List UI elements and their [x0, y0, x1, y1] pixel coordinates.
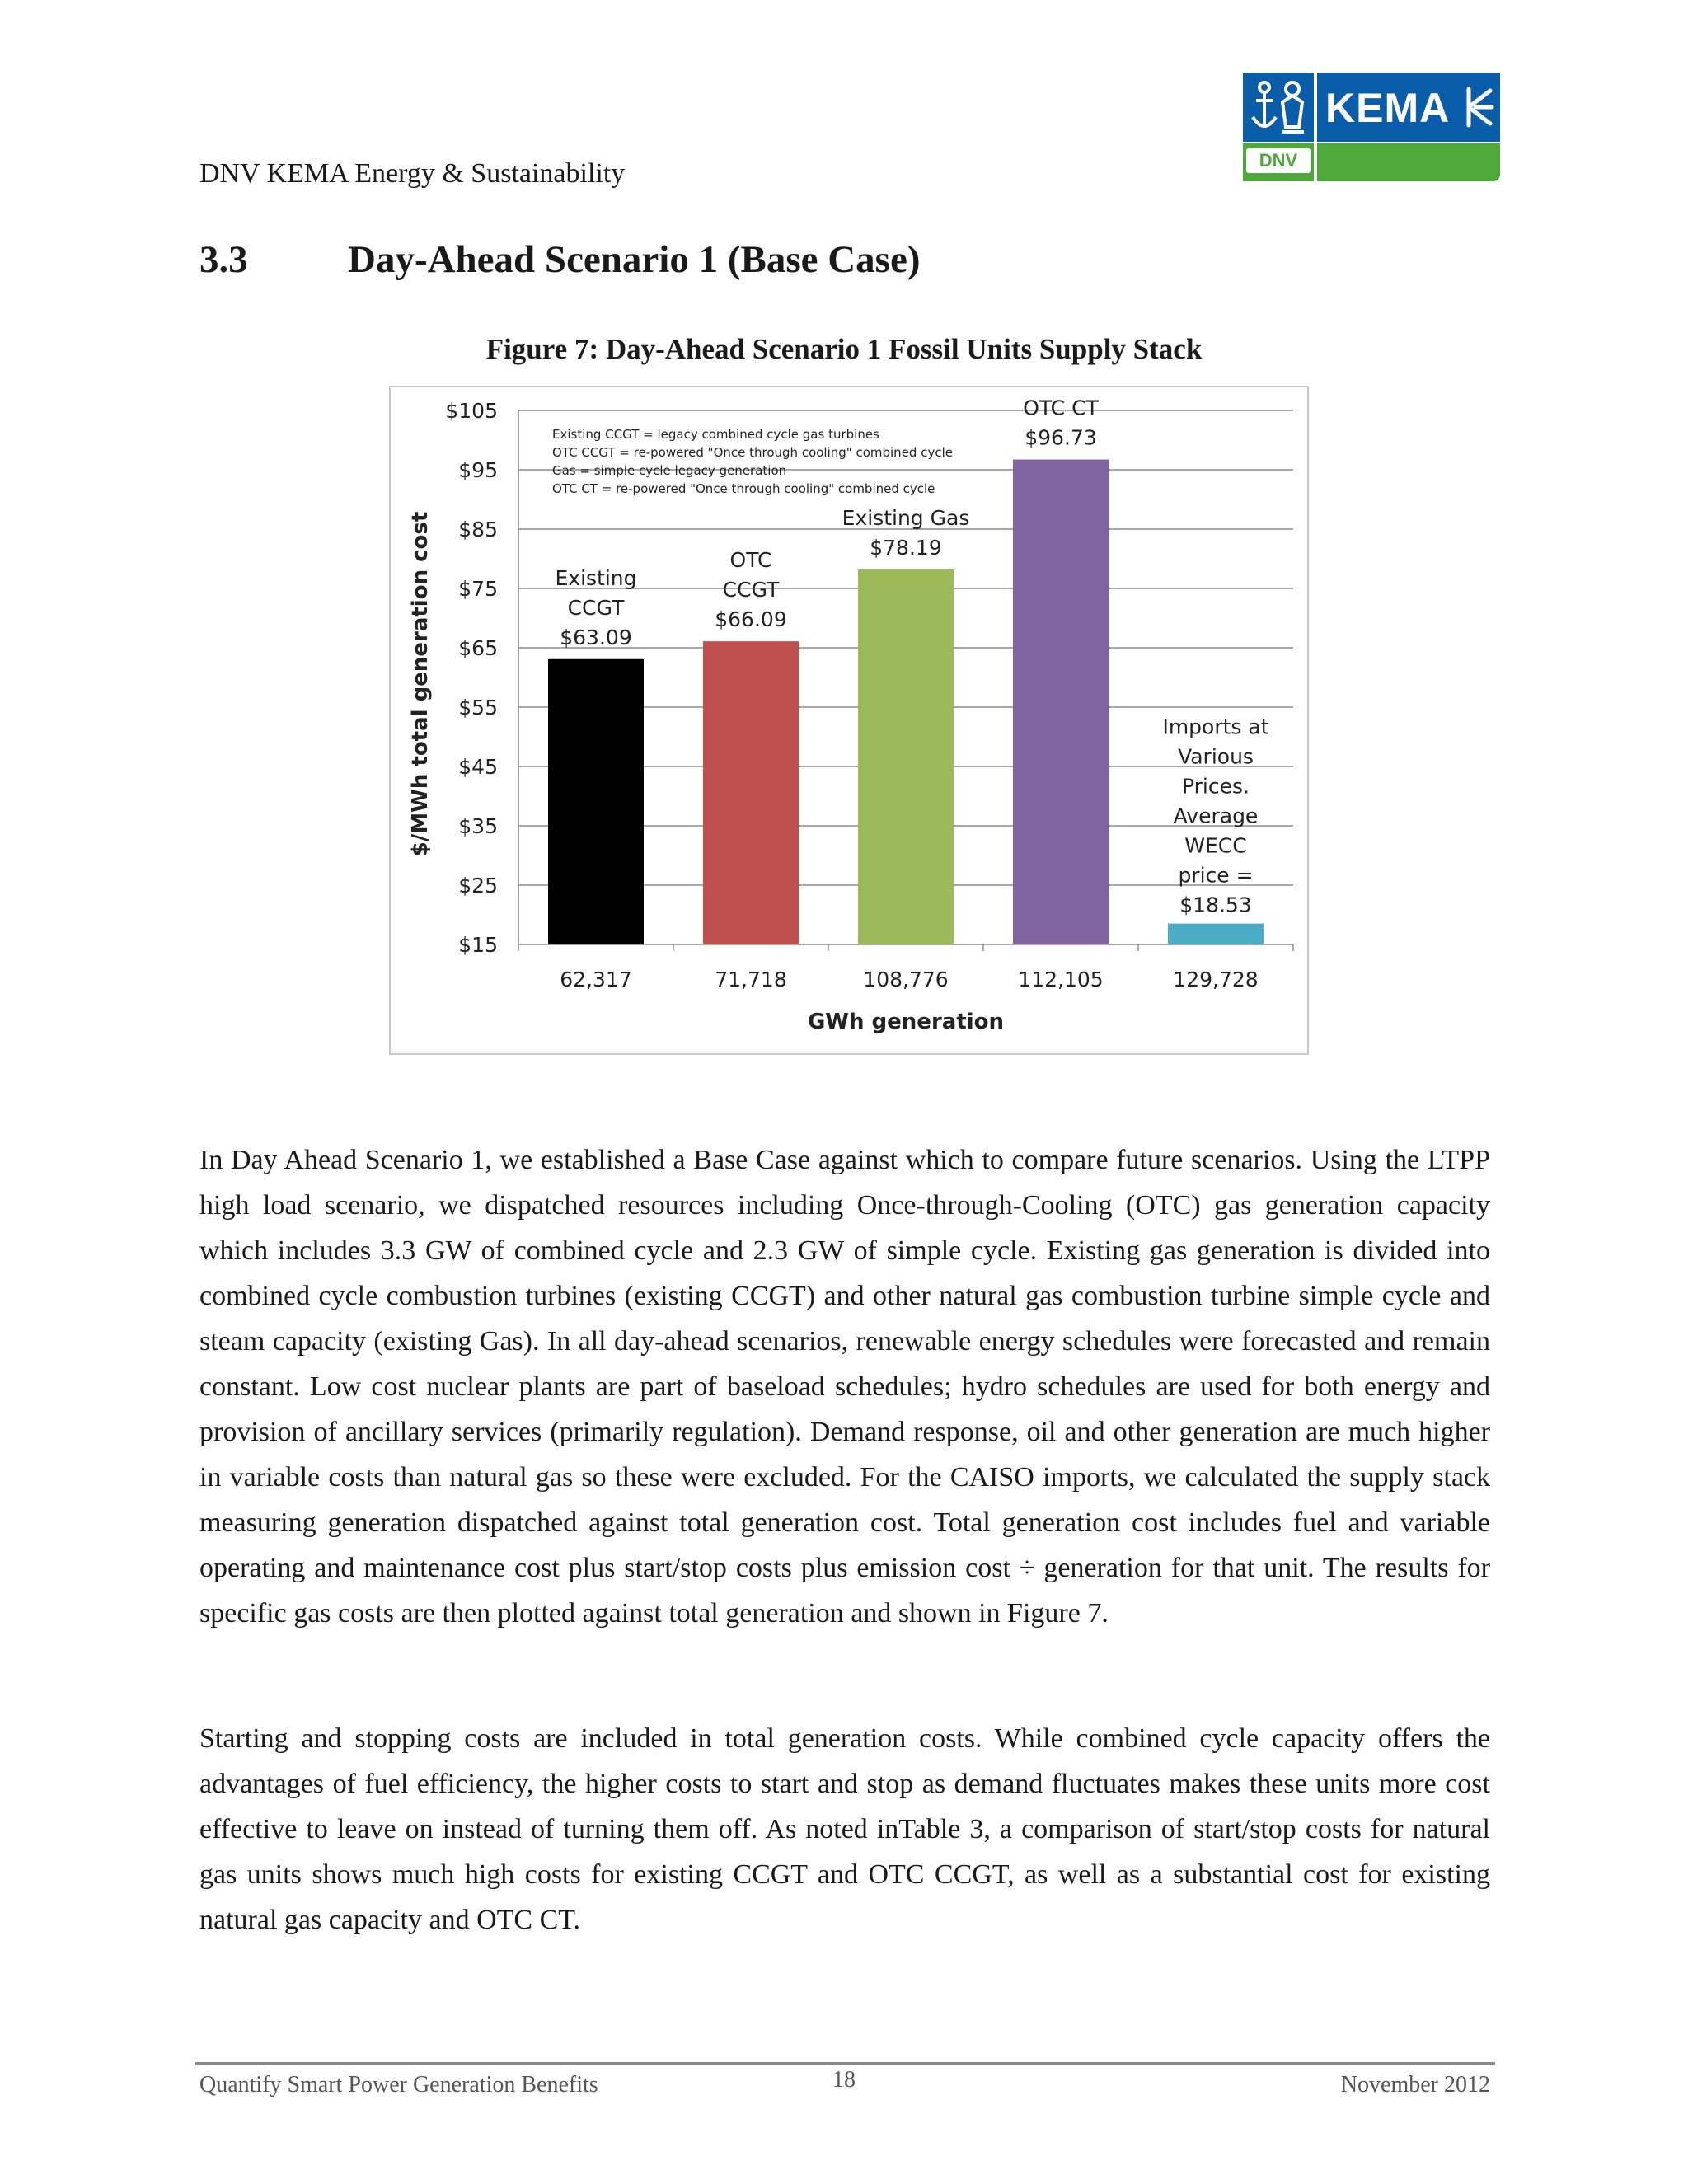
anchor-lion-emblem-icon: [1250, 77, 1309, 138]
bar-data-label: CCGT: [722, 578, 780, 602]
logo-brand-text: KEMA: [1325, 85, 1451, 131]
bar-data-label: Prices.: [1182, 774, 1250, 799]
footer-report-title: Quantify Smart Power Generation Benefits: [199, 2072, 598, 2097]
y-tick-label: $15: [458, 933, 498, 957]
y-tick-label: $75: [458, 577, 498, 601]
y-tick-label: $25: [458, 874, 498, 898]
footer-page-number: 18: [832, 2067, 856, 2093]
legend-note: Gas = simple cycle legacy generation: [552, 463, 787, 478]
y-tick-label: $105: [445, 399, 498, 423]
bar-3: [858, 569, 954, 944]
bar-data-label: $78.19: [870, 536, 942, 560]
legend-note: Existing CCGT = legacy combined cycle gas turbines: [552, 427, 879, 442]
y-tick-label: $85: [458, 518, 498, 541]
company-logo: [1243, 73, 1500, 181]
supply-stack-chart: [389, 386, 1309, 1055]
bar-data-label: OTC: [729, 548, 772, 573]
bar-2: [703, 641, 799, 944]
bar-data-label: price =: [1178, 863, 1254, 888]
x-tick-label: 62,317: [560, 968, 632, 991]
y-tick-label: $35: [458, 814, 498, 838]
bar-1: [548, 659, 644, 944]
legend-note: OTC CT = re-powered "Once through cooling" combined cycle: [552, 481, 935, 496]
bar-data-label: Imports at: [1162, 715, 1269, 739]
legend-note: OTC CCGT = re-powered "Once through cooling" combined cycle: [552, 445, 953, 460]
y-axis-title: $/MWh total generation cost: [408, 511, 433, 857]
y-tick-label: $95: [458, 458, 498, 482]
kema-mark-icon: [1459, 86, 1495, 129]
x-tick-label: 71,718: [715, 968, 787, 991]
figure-caption: Figure 7: Day-Ahead Scenario 1 Fossil Units Supply Stack: [485, 333, 1203, 365]
section-number: 3.3: [199, 238, 248, 281]
footer-date: November 2012: [1340, 2072, 1490, 2097]
bar-data-label: Average: [1173, 804, 1259, 828]
chart-canvas: [391, 387, 1307, 1053]
bar-data-label: $66.09: [715, 607, 787, 632]
bar-data-label: $63.09: [560, 625, 632, 649]
x-tick-label: 108,776: [863, 968, 949, 991]
bar-data-label: $96.73: [1025, 425, 1097, 450]
bar-data-label: $18.53: [1179, 893, 1252, 917]
bar-data-label: Existing Gas: [842, 506, 970, 531]
bar-data-label: WECC: [1184, 833, 1247, 858]
y-tick-label: $55: [458, 696, 498, 719]
bar-data-label: CCGT: [567, 595, 625, 620]
bar-data-label: Various: [1178, 744, 1254, 769]
bar-4: [1013, 460, 1109, 944]
bar-data-label: Existing: [555, 565, 637, 590]
body-paragraph-1: In Day Ahead Scenario 1, we established a Base Case against which to compare future scenarios. Using the LTPP high load scenario, we dispatched resources including Once-through-Cooling (OTC) gas generation capacity which includes 3.3 GW of combined cycle and 2.3 GW of simple cycle. Existing gas generation is divided into combined cycle combustion turbines (existing CCGT) and other natural gas combustion turbine simple cycle and steam capacity (existing Gas). In all day-ahead scenarios, renewable energy schedules were forecasted and remain constant. Low cost nuclear plants are part of baseload schedules; hydro schedules are used for both energy and provision of ancillary services (primarily regulation). Demand response, oil and other generation are much higher in variable costs than natural gas so these were excluded. For the CAISO imports, we calculated the supply stack measuring generation dispatched against total generation cost. Total generation cost includes fuel and variable operating and maintenance cost plus start/stop costs plus emission cost ÷ generation for that unit. The results for specific gas costs are then plotted against total generation and shown in Figure 7.: [199, 1145, 1490, 1629]
bar-5: [1168, 924, 1264, 944]
x-tick-label: 129,728: [1173, 968, 1259, 991]
x-axis-title: GWh generation: [807, 1010, 1005, 1034]
body-paragraph-2: Starting and stopping costs are included in total generation costs. While combined cycle capacity offers the advantages of fuel efficiency, the higher costs to start and stop as demand fluctuates makes these units more cost effective to leave on instead of turning them off. As noted inTable 3, a comparison of start/stop costs for natural gas units shows much high costs for existing CCGT and OTC CCGT, as well as a substantial cost for existing natural gas capacity and OTC CT.: [199, 1723, 1490, 1935]
y-tick-label: $45: [458, 755, 498, 779]
y-tick-label: $65: [458, 636, 498, 660]
footer-divider: [195, 2062, 1495, 2065]
section-title-text: Day-Ahead Scenario 1 (Base Case): [348, 238, 921, 281]
x-tick-label: 112,105: [1018, 968, 1104, 991]
section-heading: [199, 237, 921, 282]
logo-dnv-badge: DNV: [1246, 148, 1311, 173]
header-organization: DNV KEMA Energy & Sustainability: [199, 158, 626, 189]
bar-data-label: OTC CT: [1023, 396, 1099, 420]
